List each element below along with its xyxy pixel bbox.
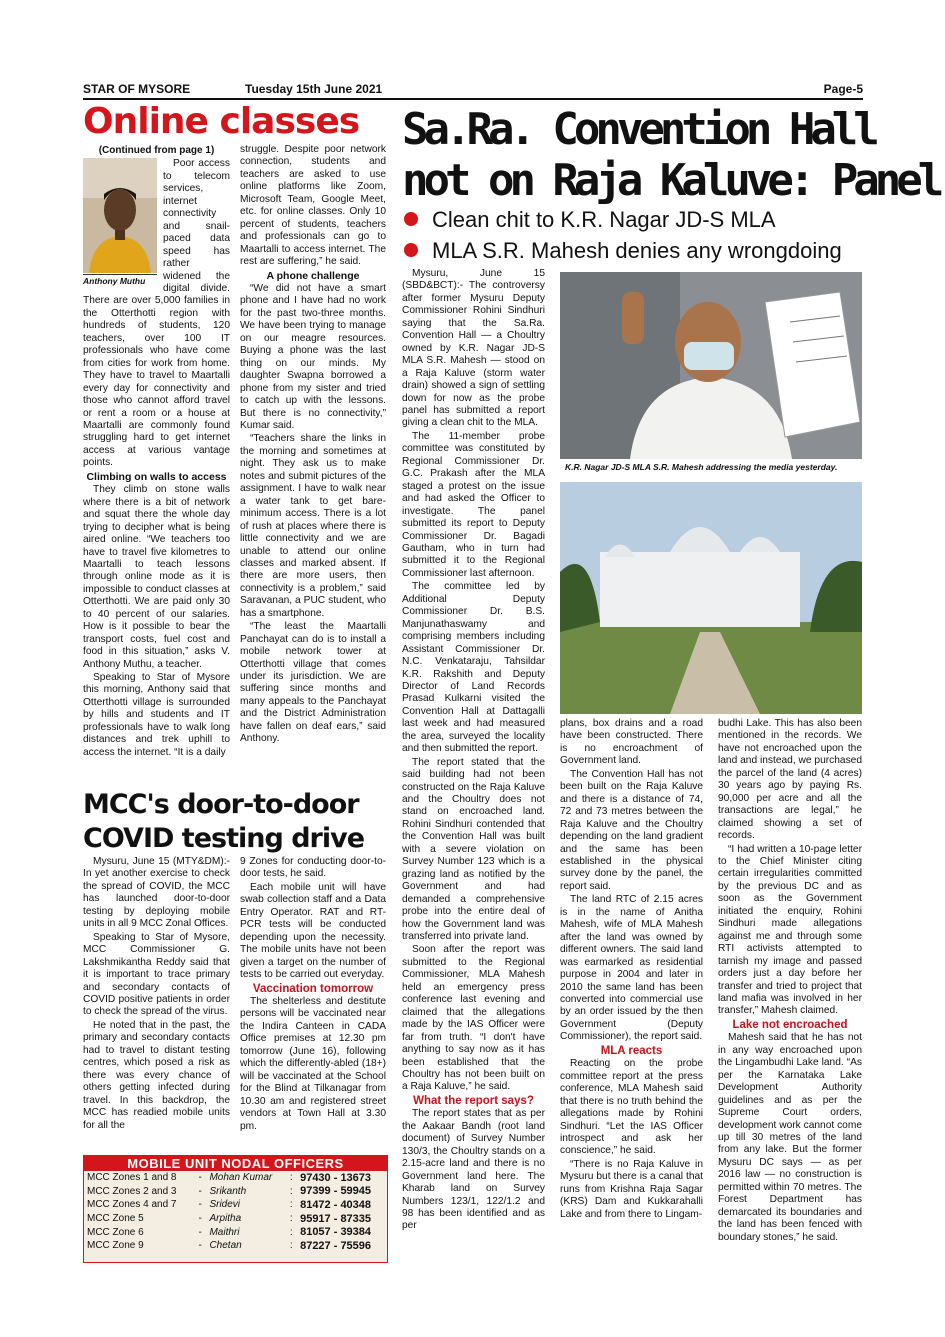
nodal-row [84, 1239, 387, 1253]
online-paragraph: struggle. Despite poor network connection, students and teachers are asked to use online platforms like Zoom, Microsoft Team, Google Meet, etc. for online classes. Only 10 percent of students, teachers and professionals can go to Maartalli to access internet. The rest are suffering,” he said. [240, 144, 386, 268]
red-bullet-icon [404, 243, 418, 257]
nodal-phone: 87227 - 75596 [300, 1239, 372, 1252]
sara-paragraph: “I had written a 10-page letter to the Chief Minister citing certain irregularities committed by the previous DC and as soon as the Government initiated the enquiry, Rohini Sindhuri made allegations against me and through some RTI activists attempted to tarnish my image and passed orders just a day before her transfer and tried to project that land mafia was involved in her transfer,” Mahesh claimed. [718, 843, 862, 1017]
sara-paragraph: The Convention Hall has not been built on the Raja Kaluve and there is a distance of 74, 72 and 73 metres between the Raja Kaluve and the Choultry depending on the land gradient and the same has been established in the physical survey done by the panel, the report said. [560, 768, 703, 892]
nodal-phone: 95917 - 87335 [300, 1212, 372, 1225]
sara-paragraph: Soon after the report was submitted to the Regional Commissioner, MLA Mahesh held an emergency press conference last evening and claimed that the allegations made by the IAS Officer were far from truth. “I don't have anything to say now as it has been established that the Choultry has not been built on a Raja Kaluve,” he said. [402, 944, 545, 1093]
nodal-colon: : [289, 1172, 293, 1184]
online-paragraph: Speaking to Star of Mysore this morning, Anthony said that Otterthotti village is surrounded by hills and students and IT professionals have to walk long distances and trek uphill to access the internet. “It is a daily [83, 672, 230, 758]
masthead [83, 80, 863, 100]
sara-paragraph: The land RTC of 2.15 acres is in the name of Anitha Mahesh, wife of MLA Mahesh after the land was owned by different owners. The said land was earmarked as residential purpose in 2004 and later in 2010 the same land has been converted into commercial use by an order issued by the then Government (Deputy Commissioner), the report said. [560, 894, 703, 1043]
nodal-dash: - [198, 1185, 202, 1197]
bullet-text: MLA S.R. Mahesh denies any wrongdoing [432, 238, 842, 263]
sara-paragraph: Reacting on the probe committee report at the press conference, MLA Mahesh said that there is no truth behind the allegations made by Rohini Sindhuri. “Let the IAS Officer introspect and ask her conscience,” he said. [560, 1058, 703, 1157]
convention-hall-photo [560, 482, 862, 714]
nodal-zone: MCC Zone 6 [87, 1226, 144, 1238]
mcc-headline-line1: MCC's door-to-door [83, 789, 359, 820]
online-classes-headline: Online classes [83, 101, 360, 142]
nodal-colon: : [289, 1185, 293, 1197]
sara-paragraph: The 11-member probe committee was constituted by Regional Commissioner Dr. G.C. Prakash after the MLA staged a protest on the issue and had asked the Officer to investigate. The panel submitted its report to Deputy Commissioner Dr. Bagadi Gautham, who in turn had submitted it to the Regional Commissioner last afternoon. [402, 430, 545, 579]
sara-subhead-lake: Lake not encroached [732, 1018, 848, 1031]
sara-paragraph: Mysuru, June 15 (SBD&BCT):- The controversy after former Mysuru Deputy Commissioner Rohini Sindhuri saying that the Sa.Ra. Convention Hall — a Choultry owned by K.R. Nagar JD-S MLA S.R. Mahesh — stood on a Raja Kaluve (storm water drain) showed a sign of settling down for now as the probe panel has submitted a report giving a clean chit to the MLA. [402, 268, 545, 429]
mla-press-photo [560, 272, 862, 459]
sara-subhead-report: What the report says? [413, 1094, 534, 1107]
continued-note: (Continued from page 1) [98, 145, 215, 156]
nodal-row [84, 1225, 387, 1239]
mcc-paragraph: Each mobile unit will have swab collection staff and a Data Entry Operator. RAT and RT-PCR tests will be conducted depending upon the necessity. The mobile units have not been given a target on the number of tests to be carried out everyday. [240, 881, 386, 981]
nodal-zone: MCC Zones 1 and 8 [87, 1172, 177, 1184]
nodal-phone: 81472 - 40348 [300, 1198, 372, 1211]
red-bullet-icon [404, 212, 418, 226]
nodal-zone: MCC Zones 4 and 7 [87, 1199, 177, 1211]
online-col2 [240, 144, 386, 747]
nodal-zone: MCC Zone 9 [87, 1240, 144, 1252]
online-subhead-climbing: Climbing on walls to access [86, 470, 227, 483]
nodal-zone: MCC Zone 5 [87, 1213, 144, 1225]
nodal-colon: : [289, 1226, 293, 1238]
nodal-zone: MCC Zones 2 and 3 [87, 1185, 177, 1197]
nodal-phone: 81057 - 39384 [300, 1226, 372, 1239]
sara-paragraph: The report states that as per the Aakaar Bandh (root land document) of Survey Number 130/3, the Choultry stands on a 2.15-acre land and there is no Government land here. The Kharab land on Survey Numbers 123/1, 122/1.2 and 98 has been identified and as per [402, 1108, 545, 1232]
online-paragraph: Poor access to telecom services, internet connectivity and snail-paced data speed has rather widened the digital divide. There are over 5,000 families in the Otterthotti region with hundreds of students, 120 teachers, over 100 IT professionals who have come from cities for work from home. They have to travel to Maartalli every day for connectivity and those who cannot afford travel or rent a room or a house at Maartalli are commonly found struggling hard to get internet access at various vantage points. [83, 158, 230, 469]
sara-paragraph: The committee led by Additional Deputy Commissioner Dr. B.S. Manjunathaswamy and comprising members including Assistant Commissioner Dr. N.C. Venkataraju, Tahsildar K.R. Rakshith and Deputy Director of Land Records Prasad Kulkarni visited the Convention Hall at Dattagalli last week and had measured the area, surveyed the locality and then submitted the report. [402, 581, 545, 755]
sara-paragraph: budhi Lake. This has also been mentioned in the records. We have not encroached upon the land and instead, we purchased the parcel of the land (4 acres) 30 years ago by paying Rs. 90,000 per acre and all the transactions are legal,” he claimed showing a set of records. [718, 718, 862, 842]
nodal-officers-box [83, 1155, 388, 1263]
nodal-row [84, 1212, 387, 1226]
sara-paragraph: Mahesh said that he has not in any way encroached upon the Lingambudhi Lake land. “As per the Karnataka Lake Development Authority guidelines and as per the Supreme Court orders, development work cannot come up till 30 metres of the land from any lake. But the former Mysuru DC says — as per 2016 law — no construction is permitted within 70 metres. The Forest Department has demarcated its boundaries and the land has been fenced with boundary stones,” he said. [718, 1032, 862, 1243]
mcc-paragraph: He noted that in the past, the primary and secondary contacts had to travel to distant testing centres, which posed a risk as there was every chance of others getting infected during travel. In this backdrop, the MCC has readied mobile units for all the [83, 1019, 230, 1131]
online-col1 [83, 144, 230, 760]
issue-date: Tuesday 15th June 2021 [245, 82, 383, 96]
nodal-dash: - [198, 1213, 202, 1225]
nodal-officers-table [84, 1171, 387, 1253]
mla-press-photo-caption: K.R. Nagar JD-S MLA S.R. Mahesh addressing the media yesterday. [565, 462, 838, 472]
online-paragraph: “The least the Maartalli Panchayat can do is to install a mobile network tower at Otterthotti village that comes under its jurisdiction. We are suffering since months and many appeals to the Panchayat and the District Administration have fallen on deaf ears,” said Anthony. [240, 621, 386, 745]
mcc-subhead-vaccination: Vaccination tomorrow [252, 982, 374, 995]
nodal-row [84, 1171, 387, 1185]
anthony-photo-block [83, 158, 157, 288]
page-number: Page-5 [823, 82, 863, 96]
anthony-muthu-photo [83, 158, 157, 273]
nodal-phone: 97430 - 13673 [300, 1171, 372, 1184]
mcc-headline-line2: COVID testing drive [83, 823, 365, 854]
nodal-officer-name: Mohan Kumar [209, 1172, 273, 1184]
online-paragraph: “We did not have a smart phone and I have had no work for the past two-three months. We have been trying to manage on our meagre resources. Buying a phone was the last thing on our minds. My daughter Swapna borrowed a phone from my sister and tried to catch up with the lessons. But there is no connectivity,” Kumar said. [240, 282, 386, 431]
mcc-paragraph: Speaking to Star of Mysore, MCC Commissioner G. Lakshmikantha Reddy said that it is important to trace primary and secondary contacts of COVID positive patients in order to check the spread of the virus. [83, 931, 230, 1018]
bullet-denies [404, 238, 842, 264]
nodal-row [84, 1198, 387, 1212]
online-subhead-phone: A phone challenge [266, 269, 360, 282]
sara-col2 [560, 718, 703, 1222]
sara-subhead-mla-reacts: MLA reacts [600, 1044, 663, 1057]
anthony-photo-caption: Anthony Muthu [83, 274, 157, 287]
sara-paragraph: The report stated that the said building had not been constructed on the Raja Kaluve and the Choultry does not stand on encroached land. Rohini Sindhuri contended that the Convention Hall was built with a severe violation on Survey Number 123 which is a grazing land as notified by the Government and had demanded a comprehensive probe into the entire deal of how the Government land was transferred into private land. [402, 756, 545, 943]
nodal-colon: : [289, 1240, 293, 1252]
nodal-dash: - [198, 1226, 202, 1238]
sara-paragraph: plans, box drains and a road have been constructed. There is no encroachment of Government land. [560, 718, 703, 767]
mcc-col1 [83, 856, 230, 1133]
nodal-officer-name: Arpitha [209, 1213, 242, 1225]
nodal-dash: - [198, 1172, 202, 1184]
sara-headline-line1: Sa.Ra. Convention Hall [402, 104, 875, 155]
online-paragraph: “Teachers share the links in the morning and sometimes at night. They ask us to make notes and submit pictures of the assignment. I have to walk near a water tank to get bare-minimum access. There is a lot of rush at places where there is little connectivity and we are unable to attend our online classes and marked absent. If there are more users, then connectivity is a problem,” said Saravanan, a PUC student, who has a smartphone. [240, 433, 386, 619]
sara-col1 [402, 268, 545, 1234]
nodal-officer-name: Maithri [209, 1226, 240, 1238]
bullet-clean-chit [404, 207, 776, 233]
online-paragraph: They climb on stone walls where there is a bit of network and squat there the whole day trying to decipher what is being aired online. “We teachers too have to travel five kilometres to Maartalli to teach lessons through online mode as it is impossible to conduct classes at Otterthotti. We are paid only 30 to 40 percent of our salaries. How is it possible to bear the transport costs, fuel cost and food in this situation,” asks V. Anthony Muthu, a teacher. [83, 484, 230, 670]
nodal-dash: - [198, 1240, 202, 1252]
paper-name: STAR OF MYSORE [83, 82, 191, 96]
nodal-dash: - [198, 1199, 202, 1211]
sara-col3 [718, 718, 862, 1245]
nodal-colon: : [289, 1213, 293, 1225]
nodal-phone: 97399 - 59945 [300, 1185, 372, 1198]
bullet-text: Clean chit to K.R. Nagar JD-S MLA [432, 207, 776, 232]
mcc-paragraph: Mysuru, June 15 (MTY&DM):- In yet another exercise to check the spread of COVID, the MCC has launched door-to-door testing by deploying mobile units in all 9 MCC Zonal Offices. [83, 856, 230, 930]
nodal-officer-name: Srikanth [209, 1185, 247, 1197]
nodal-row [84, 1185, 387, 1199]
mcc-paragraph: The shelterless and destitute persons will be vaccinated near the Indira Canteen in CADA Office premises at 12.30 pm tomorrow (June 16), following which the differently-abled (18+) will be vaccinated at the School for the Blind at Tilkanagar from 10.30 am and registered street vendors at Town Hall at 3.30 pm. [240, 995, 386, 1132]
nodal-officer-name: Sridevi [209, 1199, 241, 1211]
nodal-officers-title: MOBILE UNIT NODAL OFFICERS [84, 1156, 387, 1171]
sara-headline-line2: not on Raja Kaluve: Panel [402, 155, 940, 206]
mcc-paragraph: 9 Zones for conducting door-to-door tests, he said. [240, 856, 386, 880]
sara-paragraph: “There is no Raja Kaluve in Mysuru but there is a canal that runs from Krishna Raja Sagar (KRS) Dam and Kukkarahalli Lake and from there to Lingam- [560, 1158, 703, 1220]
mcc-col2 [240, 856, 386, 1134]
nodal-colon: : [289, 1199, 293, 1211]
nodal-officer-name: Chetan [209, 1240, 242, 1252]
